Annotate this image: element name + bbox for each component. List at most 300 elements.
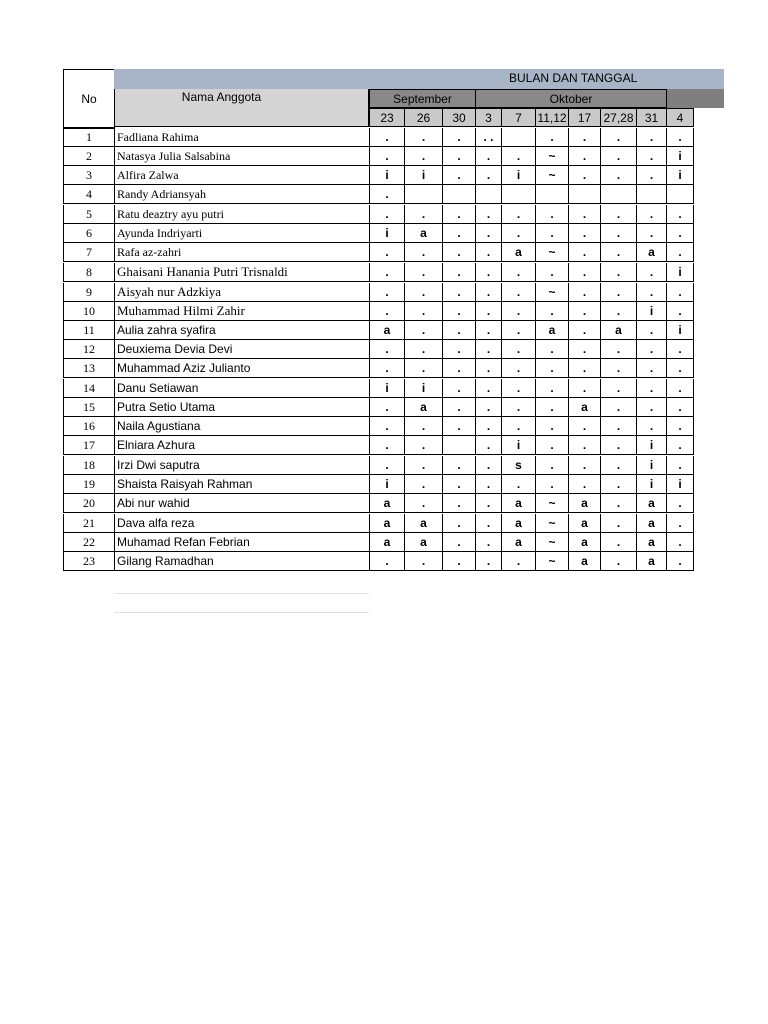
attendance-cell[interactable]: . bbox=[443, 340, 476, 359]
attendance-cell[interactable]: . bbox=[405, 321, 443, 340]
attendance-cell[interactable]: . bbox=[667, 302, 694, 321]
attendance-cell[interactable]: . bbox=[502, 224, 536, 243]
attendance-cell[interactable]: . bbox=[476, 243, 502, 262]
attendance-cell[interactable]: . bbox=[569, 243, 601, 262]
attendance-cell[interactable]: . bbox=[637, 340, 667, 359]
attendance-cell[interactable]: . bbox=[476, 494, 502, 513]
attendance-cell[interactable]: . bbox=[443, 379, 476, 398]
attendance-cell[interactable]: . bbox=[443, 263, 476, 282]
attendance-cell[interactable]: a bbox=[405, 514, 443, 533]
attendance-cell[interactable]: . bbox=[476, 340, 502, 359]
attendance-cell[interactable]: . bbox=[536, 436, 569, 455]
row-number-cell[interactable]: 22 bbox=[63, 533, 115, 552]
attendance-cell[interactable]: . bbox=[667, 379, 694, 398]
attendance-cell[interactable]: . bbox=[476, 533, 502, 552]
attendance-cell[interactable]: . bbox=[667, 128, 694, 147]
member-name-cell[interactable]: Gilang Ramadhan bbox=[114, 552, 369, 571]
attendance-cell[interactable]: . bbox=[405, 340, 443, 359]
attendance-cell[interactable]: . bbox=[476, 321, 502, 340]
date-header-cell[interactable]: 11,12 bbox=[536, 108, 569, 127]
attendance-cell[interactable]: . bbox=[405, 436, 443, 455]
attendance-cell[interactable]: . bbox=[476, 456, 502, 475]
table-row bbox=[0, 128, 768, 147]
attendance-cell[interactable]: . bbox=[536, 340, 569, 359]
attendance-cell[interactable]: ~ bbox=[536, 552, 569, 571]
attendance-cell[interactable]: . bbox=[667, 205, 694, 224]
attendance-cell[interactable]: . bbox=[443, 533, 476, 552]
member-name-cell[interactable]: Randy Adriansyah bbox=[114, 185, 369, 204]
attendance-cell[interactable]: . bbox=[569, 340, 601, 359]
attendance-cell[interactable]: . bbox=[601, 552, 637, 571]
attendance-cell[interactable]: . bbox=[369, 552, 405, 571]
attendance-cell[interactable]: . bbox=[476, 224, 502, 243]
attendance-cell[interactable]: i bbox=[502, 436, 536, 455]
attendance-cell[interactable]: . bbox=[502, 398, 536, 417]
no-column-header[interactable] bbox=[63, 69, 115, 128]
table-row bbox=[0, 398, 768, 417]
row-number-cell[interactable]: 11 bbox=[63, 321, 115, 340]
attendance-cell[interactable]: . bbox=[405, 283, 443, 302]
attendance-cell[interactable] bbox=[637, 185, 667, 204]
attendance-cell[interactable]: . bbox=[637, 224, 667, 243]
attendance-cell[interactable]: . bbox=[476, 398, 502, 417]
attendance-cell[interactable]: . bbox=[405, 552, 443, 571]
attendance-cell[interactable]: i bbox=[667, 263, 694, 282]
attendance-cell[interactable]: . bbox=[601, 494, 637, 513]
row-number-cell[interactable]: 17 bbox=[63, 436, 115, 455]
attendance-cell[interactable]: a bbox=[536, 321, 569, 340]
member-name-cell[interactable]: Ayunda Indriyarti bbox=[114, 224, 369, 243]
attendance-cell[interactable]: . bbox=[476, 475, 502, 494]
attendance-cell[interactable]: . bbox=[405, 205, 443, 224]
attendance-cell[interactable]: . bbox=[405, 494, 443, 513]
attendance-cell[interactable]: . bbox=[443, 359, 476, 378]
attendance-cell[interactable]: a bbox=[637, 514, 667, 533]
attendance-cell[interactable]: . bbox=[601, 436, 637, 455]
attendance-cell[interactable]: . bbox=[637, 283, 667, 302]
attendance-cell[interactable]: . bbox=[369, 436, 405, 455]
attendance-cell[interactable]: . bbox=[569, 321, 601, 340]
member-name-cell[interactable]: Aulia zahra syafira bbox=[114, 321, 369, 340]
member-name-cell[interactable]: Ghaisani Hanania Putri Trisnaldi bbox=[114, 263, 369, 282]
attendance-cell[interactable]: . bbox=[476, 147, 502, 166]
attendance-cell[interactable]: . bbox=[637, 166, 667, 185]
attendance-cell[interactable]: a bbox=[502, 494, 536, 513]
row-number-cell[interactable]: 4 bbox=[63, 185, 115, 204]
attendance-cell[interactable]: . bbox=[569, 263, 601, 282]
attendance-cell[interactable]: . bbox=[405, 147, 443, 166]
attendance-cell[interactable]: . bbox=[637, 205, 667, 224]
attendance-cell[interactable]: . bbox=[502, 205, 536, 224]
attendance-cell[interactable]: . bbox=[536, 128, 569, 147]
attendance-cell[interactable]: . bbox=[502, 147, 536, 166]
attendance-cell[interactable] bbox=[443, 436, 476, 455]
attendance-cell[interactable]: . bbox=[443, 321, 476, 340]
attendance-cell[interactable]: . bbox=[667, 359, 694, 378]
no-header-label: No bbox=[81, 91, 97, 106]
attendance-cell[interactable]: i bbox=[369, 166, 405, 185]
row-number-cell[interactable]: 6 bbox=[63, 224, 115, 243]
attendance-cell[interactable]: i bbox=[405, 166, 443, 185]
attendance-cell[interactable]: . bbox=[369, 417, 405, 436]
attendance-cell[interactable]: . bbox=[476, 379, 502, 398]
attendance-cell[interactable]: i bbox=[637, 456, 667, 475]
member-name-cell[interactable]: Deuxiema Devia Devi bbox=[114, 340, 369, 359]
member-name-cell[interactable]: Danu Setiawan bbox=[114, 379, 369, 398]
attendance-cell[interactable]: a bbox=[637, 494, 667, 513]
attendance-cell[interactable]: . bbox=[667, 533, 694, 552]
attendance-cell[interactable]: . bbox=[637, 417, 667, 436]
attendance-cell[interactable]: i bbox=[637, 436, 667, 455]
attendance-cell[interactable]: . bbox=[405, 263, 443, 282]
member-name-cell[interactable]: Ratu deaztry ayu putri bbox=[114, 205, 369, 224]
member-name-cell[interactable]: Putra Setio Utama bbox=[114, 398, 369, 417]
attendance-cell[interactable]: a bbox=[569, 398, 601, 417]
attendance-cell[interactable]: . bbox=[637, 398, 667, 417]
attendance-cell[interactable]: . bbox=[443, 456, 476, 475]
attendance-cell[interactable]: . bbox=[405, 243, 443, 262]
attendance-cell[interactable]: . bbox=[476, 263, 502, 282]
attendance-cell[interactable]: . bbox=[405, 302, 443, 321]
attendance-cell[interactable]: . bbox=[536, 359, 569, 378]
attendance-cell[interactable]: . bbox=[637, 321, 667, 340]
row-number-cell[interactable]: 14 bbox=[63, 379, 115, 398]
attendance-cell[interactable]: . bbox=[476, 436, 502, 455]
attendance-cell[interactable]: . bbox=[601, 243, 637, 262]
attendance-cell[interactable]: a bbox=[637, 243, 667, 262]
row-number-cell[interactable]: 21 bbox=[63, 514, 115, 533]
month-header-oktober[interactable] bbox=[476, 89, 667, 108]
attendance-cell[interactable]: . bbox=[405, 359, 443, 378]
attendance-cell[interactable]: . bbox=[569, 205, 601, 224]
row-number-cell[interactable]: 2 bbox=[63, 147, 115, 166]
attendance-cell[interactable]: ~ bbox=[536, 166, 569, 185]
attendance-cell[interactable]: . bbox=[443, 283, 476, 302]
attendance-cell[interactable]: . bbox=[569, 283, 601, 302]
attendance-cell[interactable]: . . bbox=[476, 128, 502, 147]
row-number-cell[interactable]: 16 bbox=[63, 417, 115, 436]
attendance-cell[interactable]: . bbox=[443, 552, 476, 571]
attendance-cell[interactable]: a bbox=[569, 552, 601, 571]
attendance-cell[interactable]: . bbox=[476, 283, 502, 302]
date-header-cell[interactable]: 4 bbox=[667, 108, 694, 127]
member-name-cell[interactable]: Shaista Raisyah Rahman bbox=[114, 475, 369, 494]
attendance-cell[interactable]: a bbox=[502, 514, 536, 533]
month-header-september[interactable] bbox=[369, 89, 476, 108]
table-row bbox=[0, 283, 768, 302]
attendance-cell[interactable]: i bbox=[667, 475, 694, 494]
attendance-cell[interactable]: ~ bbox=[536, 533, 569, 552]
row-number-cell[interactable]: 20 bbox=[63, 494, 115, 513]
member-name-cell[interactable]: Muhamad Refan Febrian bbox=[114, 533, 369, 552]
attendance-cell[interactable]: . bbox=[443, 398, 476, 417]
attendance-cell[interactable]: a bbox=[569, 533, 601, 552]
attendance-cell[interactable] bbox=[569, 185, 601, 204]
date-header-cell[interactable]: 30 bbox=[443, 108, 476, 127]
attendance-cell[interactable]: . bbox=[601, 302, 637, 321]
row-number-cell[interactable]: 19 bbox=[63, 475, 115, 494]
attendance-cell[interactable]: i bbox=[405, 379, 443, 398]
attendance-cell[interactable]: . bbox=[569, 302, 601, 321]
attendance-cell[interactable]: . bbox=[502, 475, 536, 494]
attendance-cell[interactable]: a bbox=[569, 514, 601, 533]
attendance-cell[interactable]: . bbox=[405, 456, 443, 475]
attendance-cell[interactable]: . bbox=[601, 514, 637, 533]
attendance-cell[interactable]: . bbox=[405, 128, 443, 147]
attendance-cell[interactable]: . bbox=[536, 456, 569, 475]
attendance-cell[interactable]: . bbox=[536, 302, 569, 321]
attendance-cell[interactable]: . bbox=[369, 456, 405, 475]
attendance-cell[interactable]: a bbox=[369, 514, 405, 533]
row-number-cell[interactable]: 10 bbox=[63, 302, 115, 321]
attendance-cell[interactable]: . bbox=[601, 340, 637, 359]
attendance-cell[interactable]: . bbox=[601, 475, 637, 494]
attendance-cell[interactable]: i bbox=[667, 147, 694, 166]
row-number-cell[interactable]: 1 bbox=[63, 128, 115, 147]
attendance-cell[interactable]: . bbox=[369, 359, 405, 378]
attendance-cell[interactable]: a bbox=[637, 533, 667, 552]
attendance-cell[interactable]: . bbox=[443, 128, 476, 147]
member-name-cell[interactable]: Fadliana Rahima bbox=[114, 128, 369, 147]
attendance-cell[interactable]: . bbox=[476, 514, 502, 533]
attendance-cell[interactable]: . bbox=[369, 147, 405, 166]
member-name-cell[interactable]: Muhammad Hilmi Zahir bbox=[114, 302, 369, 321]
attendance-cell[interactable]: . bbox=[536, 205, 569, 224]
attendance-cell[interactable]: . bbox=[536, 398, 569, 417]
date-header-cell[interactable]: 27,28 bbox=[601, 108, 637, 127]
attendance-cell[interactable]: . bbox=[502, 263, 536, 282]
attendance-cell[interactable]: . bbox=[443, 224, 476, 243]
attendance-cell[interactable]: . bbox=[637, 359, 667, 378]
attendance-cell[interactable]: ~ bbox=[536, 494, 569, 513]
attendance-cell[interactable]: . bbox=[569, 379, 601, 398]
attendance-cell[interactable]: i bbox=[369, 379, 405, 398]
attendance-cell[interactable]: i bbox=[369, 224, 405, 243]
attendance-cell[interactable]: . bbox=[405, 417, 443, 436]
attendance-cell[interactable]: a bbox=[369, 494, 405, 513]
attendance-cell[interactable]: a bbox=[369, 321, 405, 340]
row-number-cell[interactable]: 9 bbox=[63, 283, 115, 302]
row-number-cell[interactable]: 8 bbox=[63, 263, 115, 282]
attendance-cell[interactable]: . bbox=[667, 514, 694, 533]
attendance-cell[interactable]: . bbox=[369, 243, 405, 262]
attendance-cell[interactable]: a bbox=[502, 243, 536, 262]
attendance-cell[interactable]: . bbox=[601, 417, 637, 436]
attendance-cell[interactable]: . bbox=[601, 456, 637, 475]
attendance-cell[interactable]: . bbox=[667, 494, 694, 513]
attendance-cell[interactable]: . bbox=[667, 283, 694, 302]
attendance-cell[interactable] bbox=[601, 185, 637, 204]
attendance-cell[interactable]: . bbox=[536, 417, 569, 436]
attendance-cell[interactable]: . bbox=[476, 552, 502, 571]
attendance-cell[interactable]: . bbox=[502, 283, 536, 302]
attendance-cell[interactable]: . bbox=[443, 205, 476, 224]
attendance-cell[interactable] bbox=[443, 185, 476, 204]
member-name-cell[interactable]: Naila Agustiana bbox=[114, 417, 369, 436]
attendance-cell[interactable]: . bbox=[601, 283, 637, 302]
attendance-cell[interactable]: . bbox=[502, 321, 536, 340]
attendance-cell[interactable]: a bbox=[637, 552, 667, 571]
attendance-cell[interactable]: . bbox=[476, 359, 502, 378]
attendance-cell[interactable]: . bbox=[443, 302, 476, 321]
member-name-cell[interactable]: Irzi Dwi saputra bbox=[114, 456, 369, 475]
attendance-cell[interactable]: . bbox=[536, 224, 569, 243]
date-header-cell[interactable]: 26 bbox=[405, 108, 443, 127]
attendance-cell[interactable]: . bbox=[637, 128, 667, 147]
member-name-cell[interactable]: Alfira Zalwa bbox=[114, 166, 369, 185]
attendance-cell[interactable]: . bbox=[601, 398, 637, 417]
attendance-cell[interactable]: . bbox=[369, 128, 405, 147]
attendance-cell[interactable]: . bbox=[502, 552, 536, 571]
attendance-cell[interactable]: . bbox=[569, 417, 601, 436]
attendance-cell[interactable]: a bbox=[405, 533, 443, 552]
attendance-cell[interactable]: . bbox=[443, 166, 476, 185]
attendance-cell[interactable]: . bbox=[536, 379, 569, 398]
attendance-cell[interactable]: . bbox=[601, 128, 637, 147]
row-number-cell[interactable]: 23 bbox=[63, 552, 115, 571]
attendance-cell[interactable]: a bbox=[405, 398, 443, 417]
attendance-cell[interactable]: . bbox=[601, 533, 637, 552]
attendance-cell[interactable]: . bbox=[637, 263, 667, 282]
date-header-cell[interactable]: 3 bbox=[476, 108, 502, 127]
attendance-cell[interactable]: . bbox=[601, 147, 637, 166]
attendance-cell[interactable]: . bbox=[369, 283, 405, 302]
attendance-cell[interactable]: . bbox=[601, 224, 637, 243]
attendance-cell[interactable]: . bbox=[502, 379, 536, 398]
attendance-cell[interactable]: . bbox=[502, 340, 536, 359]
attendance-cell[interactable]: . bbox=[405, 475, 443, 494]
attendance-cell[interactable]: . bbox=[569, 436, 601, 455]
attendance-cell[interactable]: . bbox=[443, 417, 476, 436]
attendance-cell[interactable]: . bbox=[443, 475, 476, 494]
member-name-cell[interactable]: Natasya Julia Salsabina bbox=[114, 147, 369, 166]
attendance-cell[interactable]: . bbox=[569, 166, 601, 185]
member-name-cell[interactable]: Muhammad Aziz Julianto bbox=[114, 359, 369, 378]
member-name-cell[interactable]: Elniara Azhura bbox=[114, 436, 369, 455]
attendance-cell[interactable]: a bbox=[405, 224, 443, 243]
attendance-cell[interactable]: . bbox=[667, 456, 694, 475]
attendance-cell[interactable]: . bbox=[601, 359, 637, 378]
attendance-cell[interactable]: . bbox=[601, 263, 637, 282]
date-header-cell[interactable]: 17 bbox=[569, 108, 601, 127]
attendance-cell[interactable] bbox=[502, 128, 536, 147]
attendance-cell[interactable]: i bbox=[637, 302, 667, 321]
attendance-cell[interactable]: . bbox=[502, 417, 536, 436]
name-column-header[interactable] bbox=[114, 89, 369, 127]
attendance-cell[interactable]: . bbox=[601, 379, 637, 398]
attendance-cell[interactable]: ~ bbox=[536, 514, 569, 533]
attendance-cell[interactable]: . bbox=[569, 147, 601, 166]
attendance-cell[interactable]: . bbox=[369, 263, 405, 282]
attendance-cell[interactable]: . bbox=[569, 128, 601, 147]
attendance-cell[interactable]: ~ bbox=[536, 243, 569, 262]
attendance-cell[interactable] bbox=[536, 185, 569, 204]
attendance-cell[interactable]: . bbox=[667, 340, 694, 359]
attendance-cell[interactable]: . bbox=[569, 359, 601, 378]
attendance-cell[interactable]: . bbox=[667, 243, 694, 262]
attendance-cell[interactable]: . bbox=[369, 205, 405, 224]
table-row bbox=[0, 263, 768, 282]
member-name-cell[interactable]: Aisyah nur Adzkiya bbox=[114, 283, 369, 302]
attendance-cell[interactable]: . bbox=[476, 302, 502, 321]
attendance-cell[interactable]: . bbox=[569, 224, 601, 243]
row-number-cell[interactable]: 3 bbox=[63, 166, 115, 185]
attendance-cell[interactable]: a bbox=[502, 533, 536, 552]
attendance-cell[interactable]: a bbox=[369, 533, 405, 552]
attendance-cell[interactable]: . bbox=[369, 302, 405, 321]
attendance-cell[interactable]: i bbox=[369, 475, 405, 494]
attendance-cell[interactable] bbox=[667, 185, 694, 204]
empty-grid-row[interactable] bbox=[114, 612, 369, 631]
attendance-cell[interactable]: . bbox=[476, 166, 502, 185]
attendance-cell[interactable] bbox=[502, 185, 536, 204]
attendance-cell[interactable]: . bbox=[601, 166, 637, 185]
row-number-cell[interactable]: 7 bbox=[63, 243, 115, 262]
attendance-cell[interactable]: i bbox=[667, 166, 694, 185]
attendance-cell[interactable] bbox=[405, 185, 443, 204]
date-header-cell[interactable]: 23 bbox=[369, 108, 405, 127]
attendance-cell[interactable]: . bbox=[443, 147, 476, 166]
attendance-cell[interactable]: a bbox=[601, 321, 637, 340]
empty-grid-row[interactable] bbox=[114, 593, 369, 612]
attendance-cell[interactable]: . bbox=[601, 205, 637, 224]
attendance-cell[interactable]: . bbox=[637, 147, 667, 166]
attendance-cell[interactable]: . bbox=[369, 340, 405, 359]
attendance-cell[interactable]: . bbox=[667, 398, 694, 417]
attendance-cell[interactable]: . bbox=[667, 417, 694, 436]
member-name-cell[interactable]: Abi nur wahid bbox=[114, 494, 369, 513]
attendance-cell[interactable]: i bbox=[637, 475, 667, 494]
row-number-cell[interactable]: 13 bbox=[63, 359, 115, 378]
attendance-cell[interactable]: . bbox=[502, 359, 536, 378]
table-row bbox=[0, 243, 768, 262]
attendance-cell[interactable]: . bbox=[443, 243, 476, 262]
date-header-cell[interactable]: 31 bbox=[637, 108, 667, 127]
attendance-cell[interactable]: i bbox=[667, 321, 694, 340]
attendance-cell[interactable]: . bbox=[667, 436, 694, 455]
attendance-cell[interactable]: ~ bbox=[536, 147, 569, 166]
row-number-cell[interactable]: 5 bbox=[63, 205, 115, 224]
attendance-cell[interactable]: . bbox=[502, 302, 536, 321]
attendance-cell[interactable]: . bbox=[536, 475, 569, 494]
date-header-cell[interactable]: 7 bbox=[502, 108, 536, 127]
table-row bbox=[0, 147, 768, 166]
attendance-cell[interactable]: s bbox=[502, 456, 536, 475]
row-number-cell[interactable]: 18 bbox=[63, 456, 115, 475]
member-name-cell[interactable]: Dava alfa reza bbox=[114, 514, 369, 533]
attendance-cell[interactable]: . bbox=[476, 417, 502, 436]
attendance-cell[interactable]: . bbox=[569, 456, 601, 475]
attendance-cell[interactable]: . bbox=[369, 185, 405, 204]
attendance-cell[interactable]: . bbox=[476, 205, 502, 224]
attendance-cell[interactable]: . bbox=[667, 552, 694, 571]
attendance-cell[interactable]: i bbox=[502, 166, 536, 185]
member-name-cell[interactable]: Rafa az-zahri bbox=[114, 243, 369, 262]
row-number-cell[interactable]: 15 bbox=[63, 398, 115, 417]
attendance-cell[interactable]: . bbox=[369, 398, 405, 417]
attendance-cell[interactable] bbox=[476, 185, 502, 204]
attendance-cell[interactable]: . bbox=[443, 494, 476, 513]
attendance-cell[interactable]: a bbox=[569, 494, 601, 513]
name-header-label: Nama Anggota bbox=[181, 90, 262, 104]
row-number-cell[interactable]: 12 bbox=[63, 340, 115, 359]
attendance-cell[interactable]: . bbox=[443, 514, 476, 533]
attendance-cell[interactable]: . bbox=[536, 263, 569, 282]
attendance-cell[interactable]: . bbox=[637, 379, 667, 398]
attendance-cell[interactable]: . bbox=[569, 475, 601, 494]
attendance-cell[interactable]: ~ bbox=[536, 283, 569, 302]
attendance-cell[interactable]: . bbox=[667, 224, 694, 243]
